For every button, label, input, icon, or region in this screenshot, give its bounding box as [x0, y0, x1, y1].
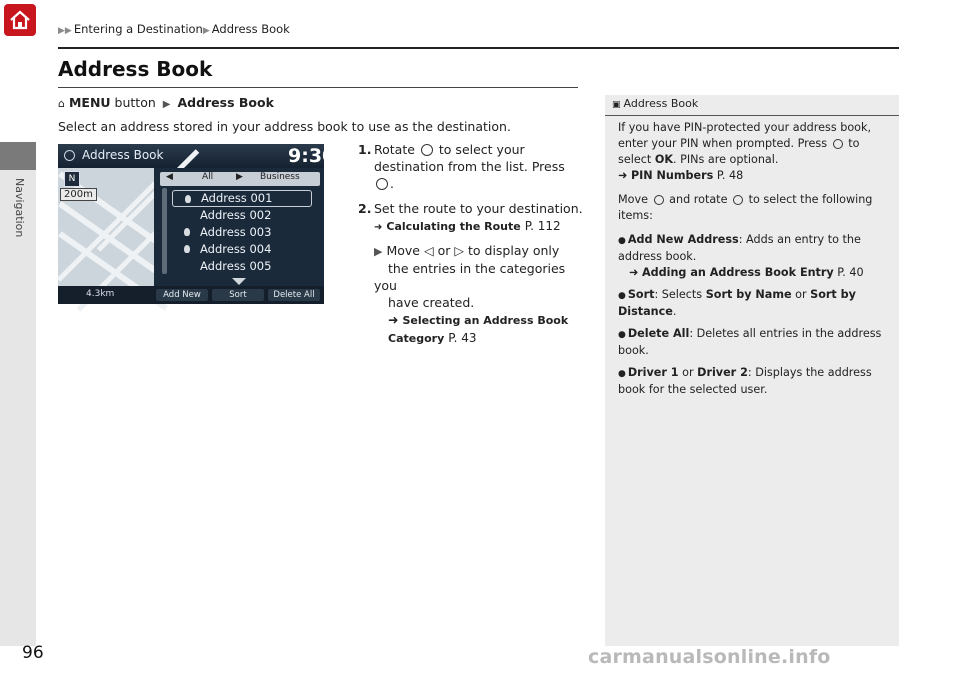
- tab-business[interactable]: Business: [260, 172, 300, 182]
- sidebar-paragraph: If you have PIN-protected your address book, enter your PIN when prompted. Press to select OK. PINs are optional. ➜ PIN Numbers P. 48: [618, 121, 872, 182]
- xref-icon: ➜: [618, 169, 628, 182]
- page-number: 96: [22, 643, 44, 663]
- bullet-item: ● Add New Address: Adds an entry to the address book. ➜ Adding an Address Book Entry P. 40: [618, 233, 864, 279]
- xref-icon: ➜: [629, 266, 639, 279]
- move-left-icon: ◁: [423, 243, 434, 258]
- list-item[interactable]: Address 004: [172, 241, 312, 258]
- home-icon[interactable]: [4, 4, 36, 36]
- breadcrumb: [58, 22, 290, 36]
- nav-screen-image: [58, 144, 336, 304]
- move-right-icon: ▷: [454, 243, 464, 258]
- category-tabs: [160, 172, 320, 186]
- xref-link[interactable]: Calculating the Route: [386, 220, 521, 233]
- xref-link[interactable]: Selecting an Address Book: [402, 314, 569, 327]
- sidebar-heading: ▣ Address Book: [612, 97, 699, 110]
- breadcrumb-arrow-icon: ▶: [202, 26, 210, 36]
- watermark: carmanualsonline.info: [588, 646, 831, 668]
- tab-all[interactable]: All: [202, 172, 214, 182]
- rotate-knob-icon: [421, 144, 433, 156]
- bullet-item: ● Driver 1 or Driver 2: Displays the address book for the selected user.: [618, 366, 872, 396]
- step-1: 1. Rotate to select your destination from the list. Press .: [358, 142, 565, 191]
- bullet-item: ● Delete All: Deletes all entries in the address book.: [618, 327, 882, 357]
- menu-path: [58, 94, 274, 113]
- list-item[interactable]: Address 003: [172, 224, 312, 241]
- sidebar-body: [618, 120, 890, 404]
- sort-button[interactable]: Sort: [212, 289, 264, 301]
- map-view: [58, 168, 154, 304]
- sidebar-paragraph: Move and rotate to select the following items:: [618, 193, 873, 222]
- press-knob-icon: [833, 139, 843, 149]
- step-2-sub: ▶ Move ◁ or ▷ to display only the entries in the categories you have created. ➜ Selecting an Address Book Category P. 43: [374, 243, 569, 345]
- move-knob-icon: [654, 195, 664, 205]
- title-divider: [58, 87, 578, 88]
- delete-all-button[interactable]: Delete All: [268, 289, 320, 301]
- xref-link[interactable]: PIN Numbers: [630, 169, 714, 182]
- address-list: [172, 190, 312, 275]
- xref-icon: ➜: [374, 222, 383, 233]
- menu-target: Address Book: [177, 95, 274, 110]
- rotate-knob-icon: [733, 195, 743, 205]
- step-2: 2. Set the route to your destination. ➜ Calculating the Route P. 112 ▶ Move ◁ or ▷ to display only the entries in the categories you have created. ➜ Selecting an Address Book Category P. 43: [358, 201, 583, 345]
- distance-readout: 4.3km: [86, 289, 115, 299]
- tab-next-icon[interactable]: ▶: [236, 172, 243, 182]
- list-item[interactable]: Address 001: [172, 190, 312, 207]
- bullet-item: ● Sort: Selects Sort by Name or Sort by Distance.: [618, 288, 856, 318]
- pin-icon: [185, 195, 191, 203]
- pin-icon: [184, 245, 190, 253]
- screen-title: Address Book: [82, 148, 164, 162]
- header-divider: [58, 47, 899, 49]
- list-item[interactable]: Address 005: [200, 259, 272, 273]
- menu-label: MENU: [68, 95, 111, 110]
- add-new-button[interactable]: Add New: [156, 289, 208, 301]
- menu-button-word: button: [114, 95, 156, 110]
- house-icon: [4, 4, 36, 36]
- section-tab-marker: [0, 142, 36, 170]
- home-button-icon: ⌂: [58, 97, 65, 110]
- xref-icon: ➜: [388, 312, 399, 327]
- intro-text: Select an address stored in your address book to use as the destination.: [58, 119, 511, 134]
- breadcrumb-arrow-icon: ▶▶: [58, 26, 72, 36]
- arrow-icon: ▶: [162, 99, 171, 110]
- tab-prev-icon[interactable]: ◀: [166, 172, 173, 182]
- list-scrollbar[interactable]: [162, 188, 167, 274]
- scroll-down-icon[interactable]: [232, 278, 246, 285]
- breadcrumb-item[interactable]: Entering a Destination: [73, 22, 203, 36]
- map-scale: 200m: [60, 188, 97, 201]
- arrow-icon: ▶: [374, 245, 383, 258]
- xref-link[interactable]: Category: [388, 332, 445, 345]
- sidebar-divider: [605, 115, 899, 116]
- pin-icon: [184, 228, 190, 236]
- page-title: Address Book: [58, 57, 213, 81]
- screen-logo-icon: [64, 150, 75, 161]
- xref-link[interactable]: Adding an Address Book Entry: [641, 266, 834, 279]
- section-tab-label: Navigation: [13, 178, 26, 238]
- note-ref-icon: ▣: [612, 100, 621, 110]
- instruction-steps: [358, 141, 583, 355]
- screen-clock: 9:30: [288, 145, 336, 167]
- press-knob-icon: [376, 178, 388, 190]
- breadcrumb-item[interactable]: Address Book: [211, 22, 290, 36]
- north-indicator-icon: N: [64, 171, 80, 187]
- list-item[interactable]: Address 002: [200, 208, 272, 222]
